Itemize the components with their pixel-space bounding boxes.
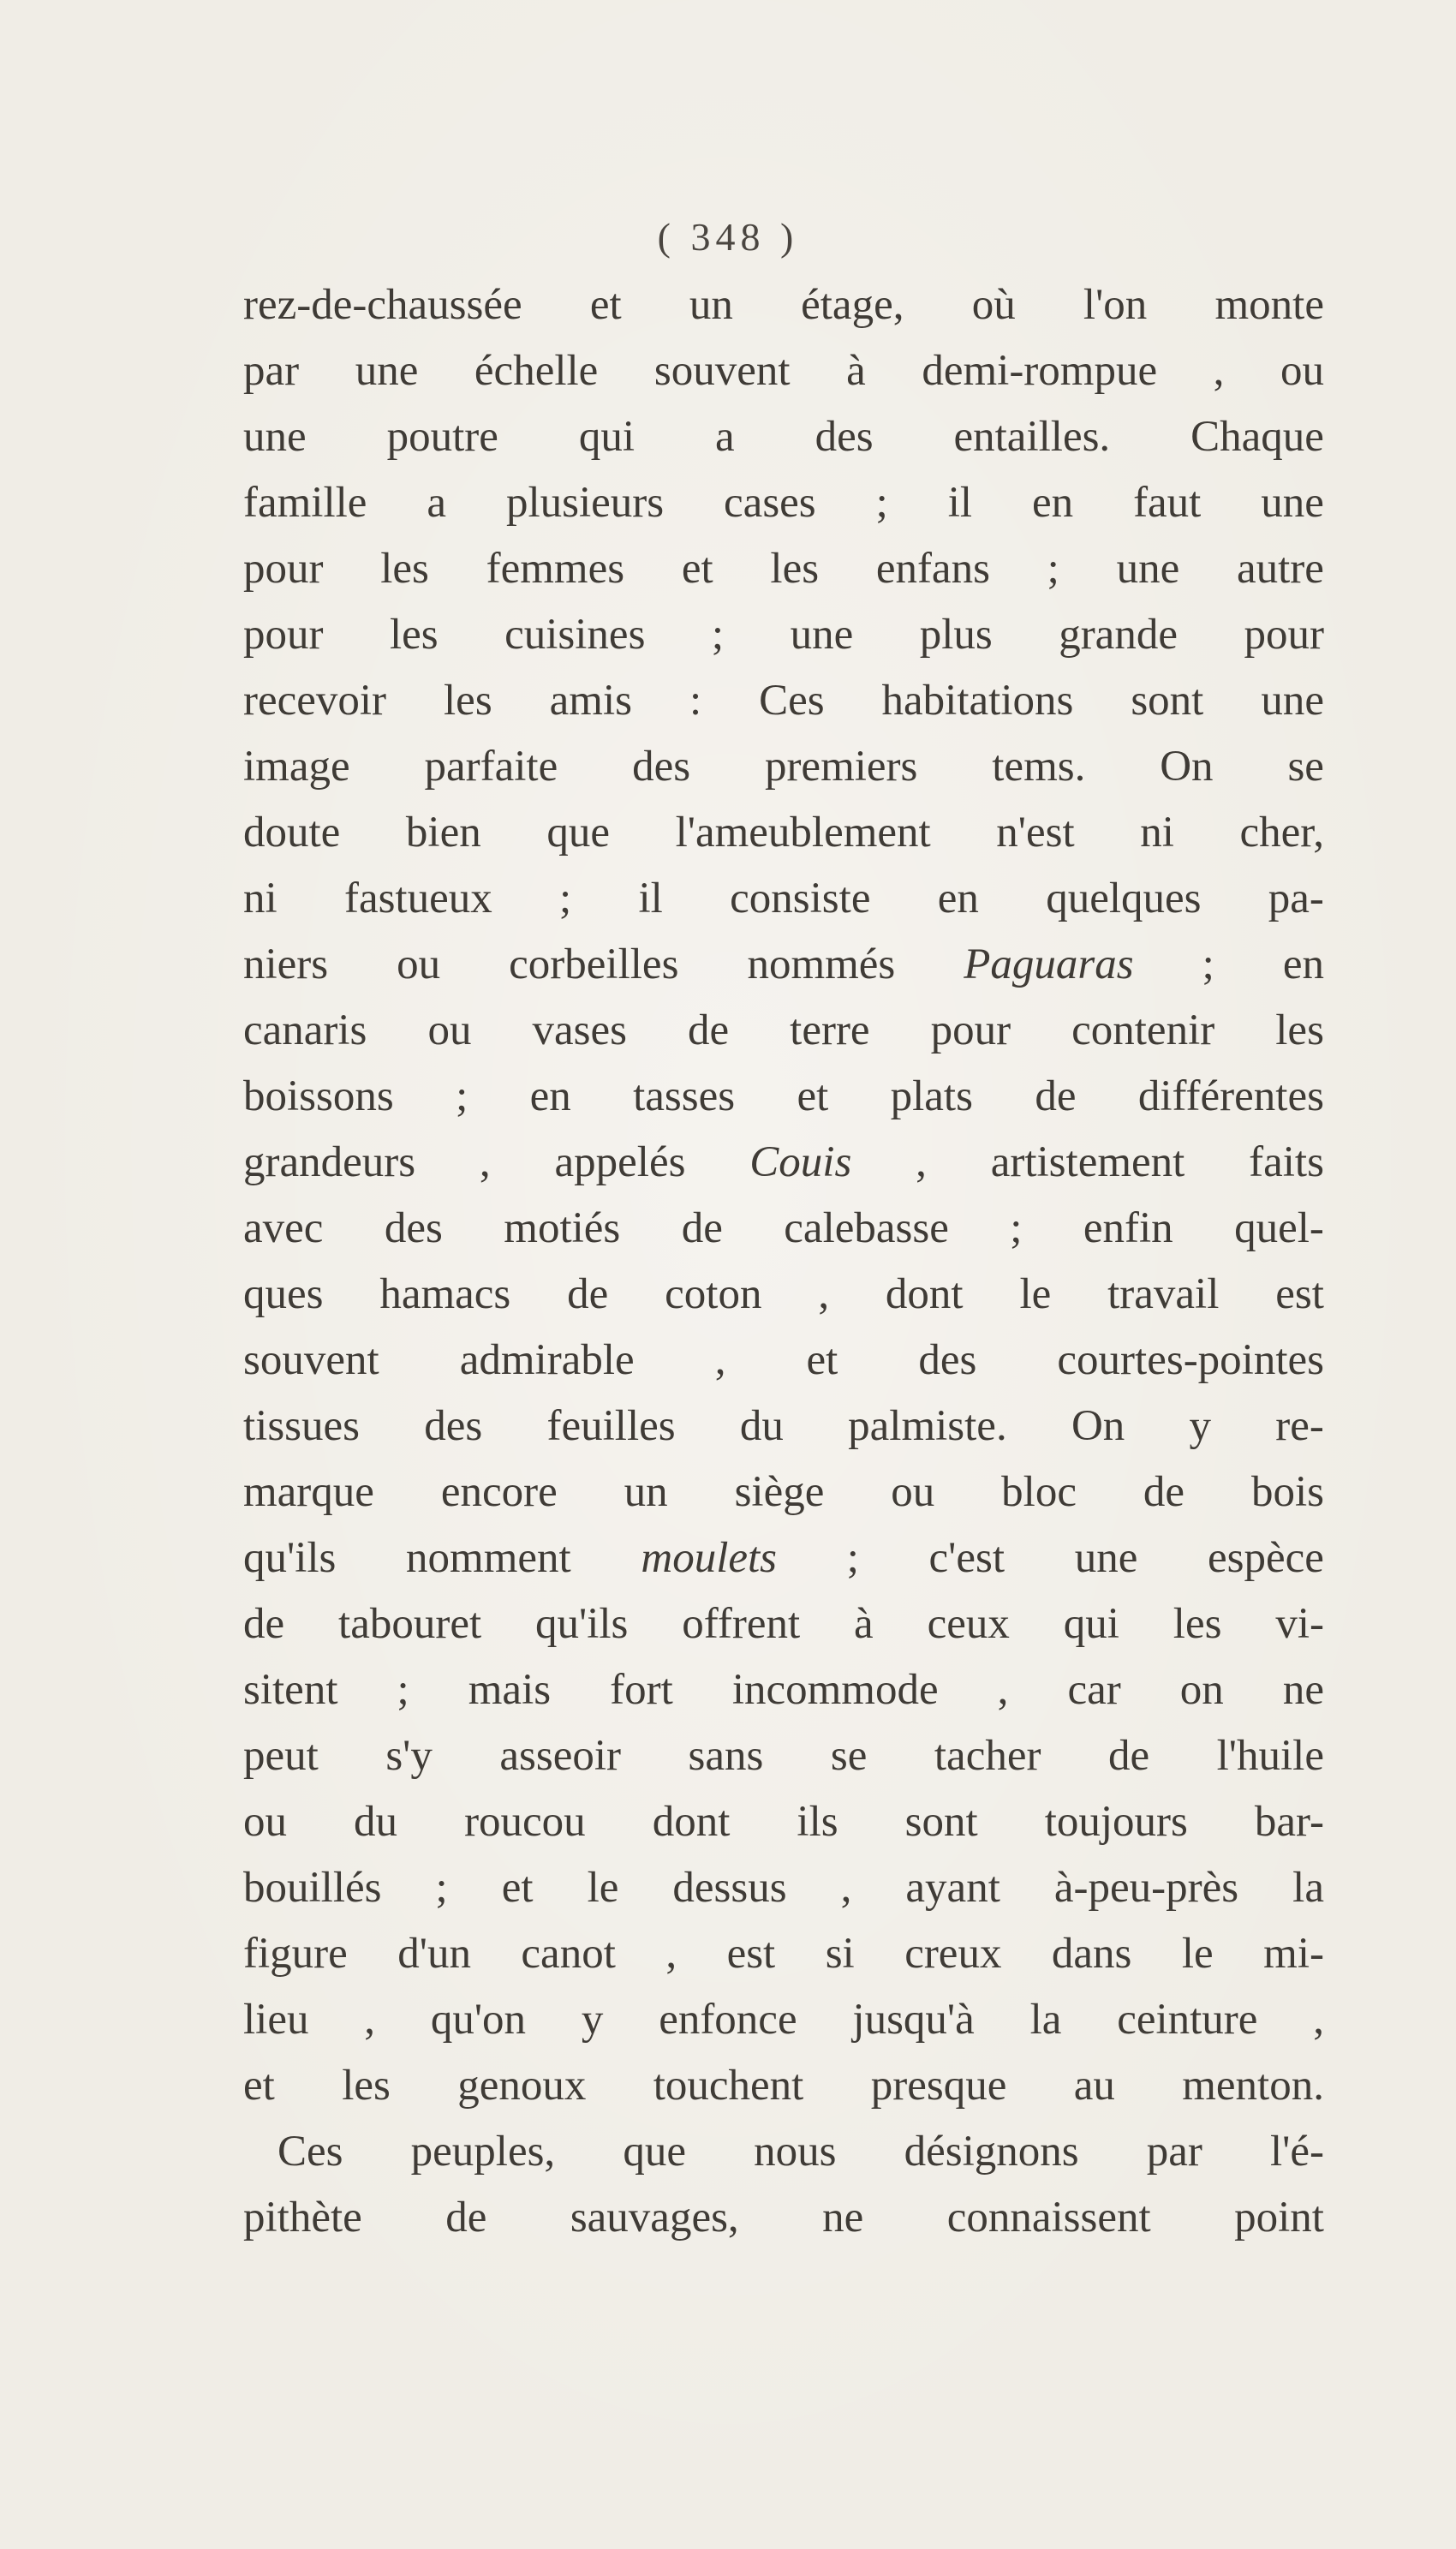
word: les xyxy=(770,545,820,593)
word: tacher xyxy=(934,1732,1041,1780)
word: à-peu-près xyxy=(1053,1864,1239,1912)
word: nomment xyxy=(406,1534,571,1582)
word: des xyxy=(815,413,874,461)
word: terre xyxy=(790,1006,870,1054)
word: espèce xyxy=(1208,1534,1324,1582)
word: ; xyxy=(1010,1204,1023,1252)
word: les xyxy=(389,611,439,659)
word: pa- xyxy=(1268,875,1324,922)
word: en xyxy=(529,1072,571,1120)
word: une xyxy=(790,611,854,659)
word: tabouret xyxy=(338,1600,482,1648)
word: offrent xyxy=(682,1600,801,1648)
word: roucou xyxy=(464,1798,586,1846)
word: bois xyxy=(1250,1468,1324,1516)
word: lieu xyxy=(243,1996,309,2044)
word: vi- xyxy=(1275,1600,1324,1648)
word: femmes xyxy=(486,545,625,593)
word: ils xyxy=(797,1798,838,1846)
word: on xyxy=(1179,1666,1224,1714)
word: rez-de-chaussée xyxy=(243,281,522,329)
word: , xyxy=(665,1930,677,1978)
word: sont xyxy=(1131,677,1204,725)
word: entailles. xyxy=(953,413,1111,461)
word: , xyxy=(479,1138,491,1186)
word: enfans xyxy=(875,545,990,593)
word: de xyxy=(1143,1468,1185,1516)
word: une xyxy=(1261,479,1324,527)
body-text xyxy=(243,272,1324,2251)
word: étage, xyxy=(801,281,904,329)
word: artistement xyxy=(990,1138,1185,1186)
text-line xyxy=(243,602,1324,668)
word: bar- xyxy=(1254,1798,1324,1846)
word: tems. xyxy=(992,743,1086,791)
word: coton xyxy=(665,1270,762,1318)
word: , xyxy=(1313,1996,1324,2044)
word: corbeilles xyxy=(509,940,679,988)
word: pour xyxy=(930,1006,1011,1054)
word: en xyxy=(1031,479,1074,527)
word: ni xyxy=(1140,809,1174,857)
word: calebasse xyxy=(784,1204,949,1252)
word: ; xyxy=(397,1666,409,1714)
word: qu'ils xyxy=(243,1534,337,1582)
word: incommode xyxy=(731,1666,939,1714)
word: les xyxy=(1173,1600,1222,1648)
word: plats xyxy=(890,1072,973,1120)
text-line xyxy=(243,800,1324,866)
text-line xyxy=(243,1855,1324,1921)
word: à xyxy=(854,1600,874,1648)
word: : xyxy=(689,677,702,725)
word: des xyxy=(918,1336,977,1384)
word: la xyxy=(1029,1996,1062,2044)
word: et xyxy=(501,1864,534,1912)
word: il xyxy=(947,479,973,527)
word: sitent xyxy=(243,1666,338,1714)
word: l'ameublement xyxy=(675,809,931,857)
word: a xyxy=(714,413,735,461)
word: et xyxy=(806,1336,838,1384)
word: , xyxy=(997,1666,1009,1714)
word: quel- xyxy=(1234,1204,1324,1252)
word: consiste xyxy=(730,875,871,922)
word: ou xyxy=(427,1006,472,1054)
word: niers xyxy=(243,940,329,988)
word: presque xyxy=(870,2062,1007,2110)
word: une xyxy=(1116,545,1180,593)
word: fastueux xyxy=(343,875,492,922)
word: figure xyxy=(243,1930,348,1978)
word: les xyxy=(380,545,429,593)
text-line xyxy=(243,1460,1324,1525)
word: ou xyxy=(1280,347,1324,395)
word: pour xyxy=(243,611,324,659)
word: qu'on xyxy=(430,1996,527,2044)
word: re- xyxy=(1275,1402,1324,1450)
word: recevoir xyxy=(243,677,387,725)
word: échelle xyxy=(474,347,599,395)
word: dont xyxy=(885,1270,964,1318)
text-line xyxy=(243,1196,1324,1262)
word: un xyxy=(624,1468,668,1516)
word: c'est xyxy=(928,1534,1005,1582)
word: ; xyxy=(711,611,725,659)
word: , xyxy=(818,1270,830,1318)
text-line xyxy=(243,1789,1324,1855)
word: n'est xyxy=(996,809,1075,857)
word: différentes xyxy=(1137,1072,1324,1120)
word: au xyxy=(1073,2062,1115,2110)
word: plus xyxy=(919,611,993,659)
word: un xyxy=(689,281,733,329)
word: marque xyxy=(243,1468,374,1516)
word: siège xyxy=(734,1468,825,1516)
word: l'é- xyxy=(1270,2128,1324,2176)
word: de xyxy=(243,1600,285,1648)
word: du xyxy=(739,1402,784,1450)
text-line xyxy=(243,1591,1324,1657)
word: ; xyxy=(875,479,888,527)
word: à xyxy=(846,347,866,395)
word: avec xyxy=(243,1204,324,1252)
word: est xyxy=(726,1930,776,1978)
word: travail xyxy=(1107,1270,1220,1318)
text-line xyxy=(243,1987,1324,2053)
word: palmiste. xyxy=(848,1402,1007,1450)
word: l'huile xyxy=(1216,1732,1324,1780)
word: image xyxy=(243,743,350,791)
word: de xyxy=(681,1204,723,1252)
word: tasses xyxy=(633,1072,736,1120)
word: Chaque xyxy=(1190,413,1324,461)
word: en xyxy=(937,875,979,922)
word: ou xyxy=(891,1468,935,1516)
word: mi- xyxy=(1263,1930,1324,1978)
word: faits xyxy=(1249,1138,1324,1186)
text-line xyxy=(243,734,1324,800)
text-line xyxy=(243,2053,1324,2119)
word: cuisines xyxy=(504,611,646,659)
text-line xyxy=(243,1921,1324,1987)
word: par xyxy=(1146,2128,1202,2176)
word: y xyxy=(581,1996,604,2044)
word: et xyxy=(243,2062,275,2110)
word: , xyxy=(916,1138,927,1186)
text-line xyxy=(243,1525,1324,1591)
word: encore xyxy=(440,1468,558,1516)
word: ni xyxy=(243,875,277,922)
word: grande xyxy=(1059,611,1178,659)
word: bien xyxy=(405,809,481,857)
word: pour xyxy=(243,545,324,593)
text-line xyxy=(243,1328,1324,1394)
word: qu'ils xyxy=(535,1600,629,1648)
word: du xyxy=(354,1798,398,1846)
word: , xyxy=(364,1996,376,2044)
word: ; xyxy=(456,1072,468,1120)
word: parfaite xyxy=(424,743,558,791)
word: que xyxy=(623,2128,686,2176)
word: des xyxy=(632,743,691,791)
word: par xyxy=(243,347,300,395)
word: Ces xyxy=(277,2128,343,2176)
word: tissues xyxy=(243,1402,361,1450)
word: , xyxy=(714,1336,726,1384)
word: désignons xyxy=(904,2128,1079,2176)
word: ; xyxy=(846,1534,859,1582)
word: cases xyxy=(724,479,816,527)
word: premiers xyxy=(764,743,918,791)
word: canaris xyxy=(243,1006,367,1054)
word: car xyxy=(1067,1666,1121,1714)
word: contenir xyxy=(1071,1006,1215,1054)
word: de xyxy=(567,1270,609,1318)
word: dont xyxy=(652,1798,731,1846)
word: ne xyxy=(1282,1666,1324,1714)
word: une xyxy=(243,413,307,461)
word: plusieurs xyxy=(505,479,665,527)
word: et xyxy=(681,545,713,593)
word: touchent xyxy=(653,2062,804,2110)
word: menton. xyxy=(1182,2062,1324,2110)
text-line xyxy=(243,866,1324,932)
word: les xyxy=(1275,1006,1324,1054)
word: enfonce xyxy=(659,1996,797,2044)
word: ques xyxy=(243,1270,324,1318)
word: ; xyxy=(435,1864,448,1912)
text-line xyxy=(243,998,1324,1064)
word: asseoir xyxy=(499,1732,622,1780)
word: bloc xyxy=(1001,1468,1077,1516)
text-line xyxy=(243,1130,1324,1196)
text-line xyxy=(243,1657,1324,1723)
word: se xyxy=(1287,743,1324,791)
word: a xyxy=(427,479,447,527)
word: si xyxy=(825,1930,855,1978)
word: ; xyxy=(1202,940,1214,988)
word: monte xyxy=(1214,281,1324,329)
word: On xyxy=(1160,743,1214,791)
word: , xyxy=(840,1864,852,1912)
word: ; xyxy=(559,875,572,922)
word: quelques xyxy=(1046,875,1202,922)
word: sauvages, xyxy=(570,2194,739,2242)
word: ou xyxy=(243,1798,287,1846)
word: point xyxy=(1234,2194,1324,2242)
word: peuples, xyxy=(410,2128,556,2176)
word: Ces xyxy=(759,677,825,725)
word: il xyxy=(638,875,663,922)
word: une xyxy=(1261,677,1324,725)
word: cher, xyxy=(1239,809,1324,857)
word: que xyxy=(546,809,610,857)
word: mais xyxy=(468,1666,552,1714)
word: creux xyxy=(904,1930,1002,1978)
word: peut xyxy=(243,1732,319,1780)
word: et xyxy=(589,281,622,329)
word: demi-rompue xyxy=(922,347,1158,395)
text-line xyxy=(243,1394,1324,1460)
word: qui xyxy=(1063,1600,1119,1648)
word: genoux xyxy=(457,2062,587,2110)
word: le xyxy=(1019,1270,1052,1318)
word: souvent xyxy=(653,347,791,395)
word: boissons xyxy=(243,1072,394,1120)
word: doute xyxy=(243,809,341,857)
word: l'on xyxy=(1083,281,1148,329)
word: y xyxy=(1189,1402,1212,1450)
word: sans xyxy=(688,1732,764,1780)
word: toujours xyxy=(1044,1798,1188,1846)
word: admirable xyxy=(459,1336,635,1384)
word: habitations xyxy=(881,677,1074,725)
word: le xyxy=(587,1864,619,1912)
word: autre xyxy=(1236,545,1324,593)
word: le xyxy=(1181,1930,1214,1978)
word: jusqu'à xyxy=(852,1996,975,2044)
word: une xyxy=(1074,1534,1138,1582)
text-line xyxy=(243,404,1324,470)
text-line xyxy=(243,1723,1324,1789)
word: bouillés xyxy=(243,1864,382,1912)
word: ceinture xyxy=(1117,1996,1258,2044)
word: la xyxy=(1292,1864,1324,1912)
text-line xyxy=(243,338,1324,404)
word: des xyxy=(384,1204,443,1252)
text-line xyxy=(243,272,1324,338)
text-line xyxy=(243,470,1324,536)
word: et xyxy=(797,1072,829,1120)
word: des xyxy=(424,1402,483,1450)
word: feuilles xyxy=(546,1402,676,1450)
word: nous xyxy=(754,2128,837,2176)
word: de xyxy=(445,2194,487,2242)
text-line xyxy=(243,536,1324,602)
text-line xyxy=(243,1262,1324,1328)
word: enfin xyxy=(1083,1204,1173,1252)
word: ceux xyxy=(927,1600,1010,1648)
page-number: ( 348 ) xyxy=(657,215,799,259)
word: canot xyxy=(521,1930,616,1978)
word: de xyxy=(1107,1732,1150,1780)
word: où xyxy=(971,281,1016,329)
word: sont xyxy=(904,1798,978,1846)
word: dans xyxy=(1051,1930,1132,1978)
word: moulets xyxy=(641,1534,778,1582)
word: qui xyxy=(578,413,636,461)
word: pithète xyxy=(243,2194,362,2242)
word: vases xyxy=(532,1006,627,1054)
word: hamacs xyxy=(379,1270,511,1318)
word: appelés xyxy=(554,1138,686,1186)
text-line xyxy=(243,668,1324,734)
word: ou xyxy=(397,940,441,988)
word: famille xyxy=(243,479,367,527)
word: , xyxy=(1213,347,1225,395)
word: en xyxy=(1282,940,1324,988)
word: ; xyxy=(1047,545,1059,593)
word: ne xyxy=(822,2194,864,2242)
word: Paguaras xyxy=(964,940,1134,988)
word: se xyxy=(830,1732,868,1780)
word: poutre xyxy=(386,413,498,461)
word: grandeurs xyxy=(243,1138,416,1186)
text-line xyxy=(243,2185,1324,2251)
word: de xyxy=(687,1006,730,1054)
word: est xyxy=(1275,1270,1324,1318)
word: connaissent xyxy=(946,2194,1151,2242)
word: d'un xyxy=(397,1930,471,1978)
word: souvent xyxy=(243,1336,379,1384)
word: nommés xyxy=(747,940,896,988)
word: courtes-pointes xyxy=(1057,1336,1324,1384)
word: les xyxy=(342,2062,391,2110)
word: On xyxy=(1071,1402,1125,1450)
word: ayant xyxy=(905,1864,1000,1912)
text-line xyxy=(243,2119,1324,2185)
word: faut xyxy=(1133,479,1202,527)
word: motiés xyxy=(504,1204,621,1252)
word: fort xyxy=(610,1666,673,1714)
word: dessus xyxy=(672,1864,787,1912)
word: de xyxy=(1035,1072,1077,1120)
text-line xyxy=(243,1064,1324,1130)
word: Couis xyxy=(749,1138,852,1186)
word: s'y xyxy=(385,1732,433,1780)
word: une xyxy=(355,347,419,395)
text-line xyxy=(243,932,1324,998)
word: les xyxy=(444,677,492,725)
word: pour xyxy=(1244,611,1324,659)
word: amis xyxy=(549,677,632,725)
